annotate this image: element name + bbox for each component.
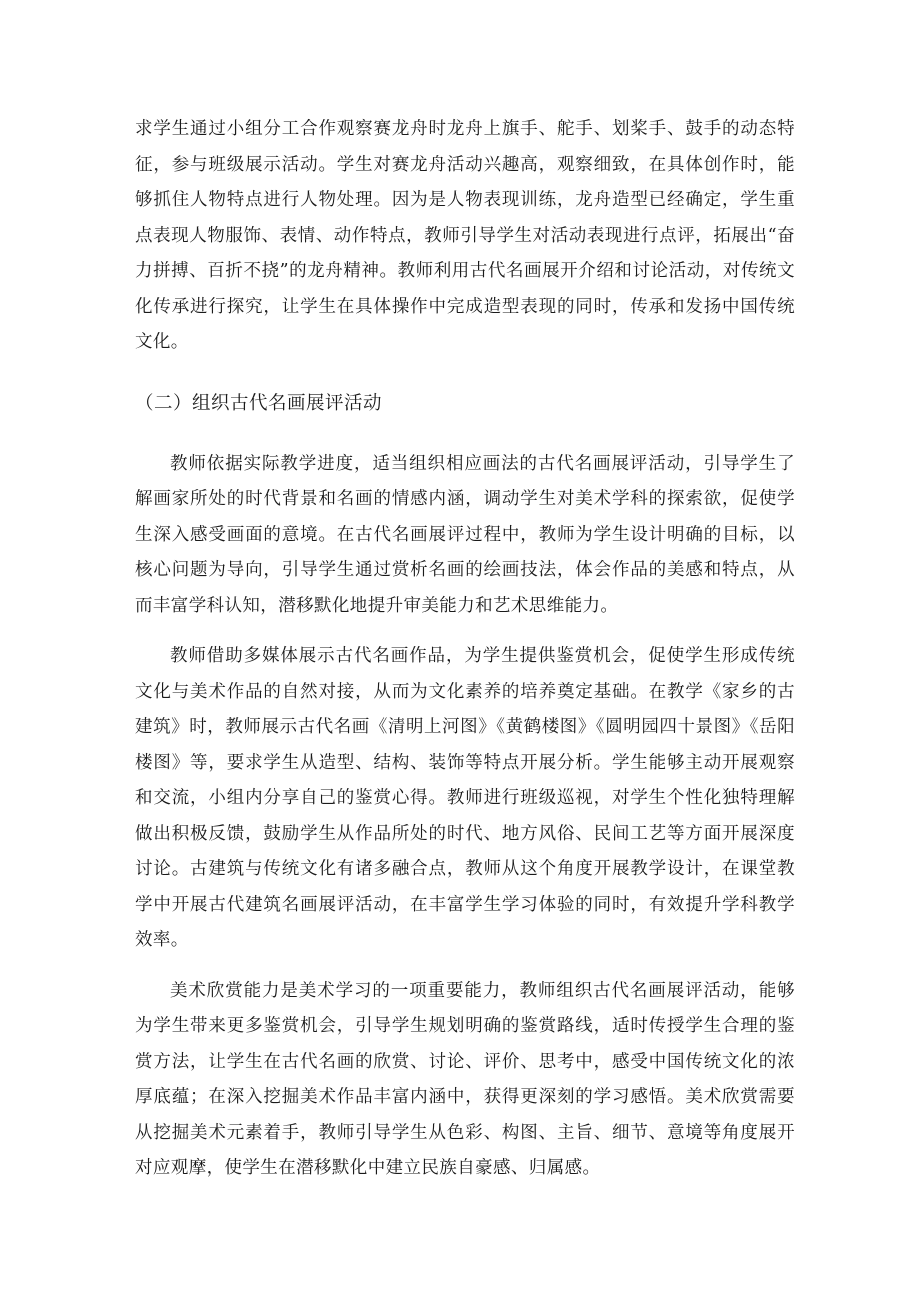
paragraph-multimedia: 教师借助多媒体展示古代名画作品，为学生提供鉴赏机会，促使学生形成传统文化与美术作品的自然对接，从而为文化素养的培养奠定基础。在教学《家乡的古建筑》时，教师展示古代名画《清明上河图》《黄鹤楼图》《圆明园四十景图》《岳阳楼图》等，要求学生从造型、结构、装饰等特点开展分析。学生能够主动开展观察和交流，小组内分享自己的鉴赏心得。教师进行班级巡视，对学生个性化独特理解做出积极反馈，鼓励学生从作品所处的时代、地方风俗、民间工艺等方面开展深度讨论。古建筑与传统文化有诸多融合点，教师从这个角度开展教学设计，在课堂教学中开展古代建筑名画展评活动，在丰富学生学习体验的同时，有效提升学科教学效率。	[135, 646, 795, 950]
paragraph-appreciation: 美术欣赏能力是美术学习的一项重要能力，教师组织古代名画展评活动，能够为学生带来更多鉴赏机会，引导学生规划明确的鉴赏路线，适时传授学生合理的鉴赏方法，让学生在古代名画的欣赏、讨论、评价、思考中，感受中国传统文化的浓厚底蕴；在深入挖掘美术作品丰富内涵中，获得更深刻的学习感悟。美术欣赏需要从挖掘美术元素着手，教师引导学生从色彩、构图、主旨、细节、意境等角度展开对应观摩，使学生在潜移默化中建立民族自豪感、归属感。	[135, 980, 795, 1178]
paragraph-continuation: 求学生通过小组分工合作观察赛龙舟时龙舟上旗手、舵手、划桨手、鼓手的动态特征，参与班级展示活动。学生对赛龙舟活动兴趣高，观察细致，在具体创作时，能够抓住人物特点进行人物处理。因为是人物表现训练，龙舟造型已经确定，学生重点表现人物服饰、表情、动作特点，教师引导学生对活动表现进行点评，拓展出“奋力拼搏、百折不挠”的龙舟精神。教师利用古代名画展开介绍和讨论活动，对传统文化传承进行探究，让学生在具体操作中完成造型表现的同时，传承和发扬中国传统文化。	[135, 119, 795, 352]
document-page	[135, 112, 795, 1187]
paragraph-exhibition-intro: 教师依据实际教学进度，适当组织相应画法的古代名画展评活动，引导学生了解画家所处的时代背景和名画的情感内涵，调动学生对美术学科的探索欲，促使学生深入感受画面的意境。在古代名画展评过程中，教师为学生设计明确的目标，以核心问题为导向，引导学生通过赏析名画的绘画技法，体会作品的美感和特点，从而丰富学科认知，潜移默化地提升审美能力和艺术思维能力。	[135, 453, 795, 616]
section-heading: （二）组织古代名画展评活动	[135, 392, 383, 414]
